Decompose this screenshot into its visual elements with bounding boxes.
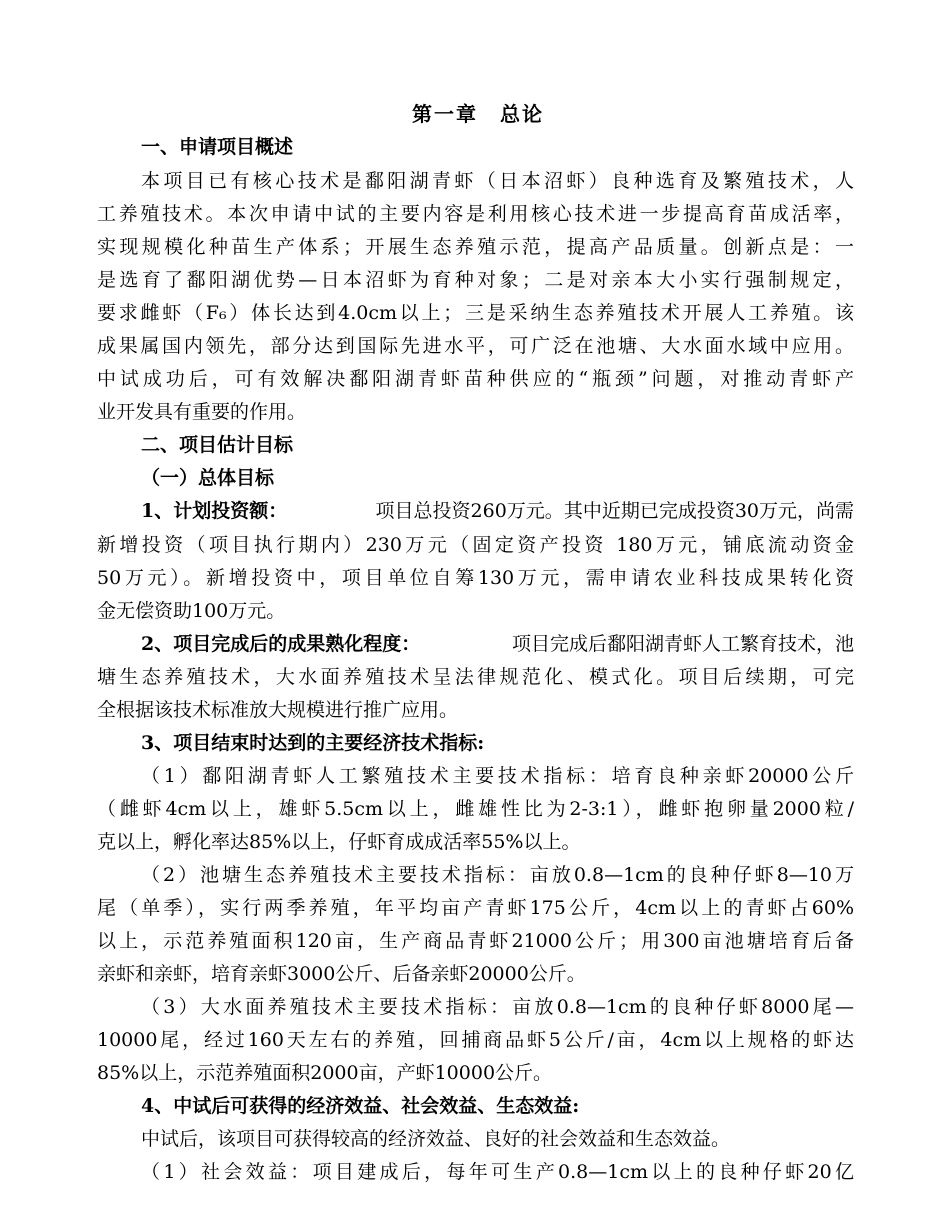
paragraph-line: 塘生态养殖技术，大水面养殖技术呈法律规范化、模式化。项目后续期，可完 [97,666,854,688]
paragraph-line: （雌虾4cm以上，雄虾5.5cm以上，雌雄性比为2-3:1），雌虾抱卵量2000粒/ [97,798,854,820]
paragraph-line: 尾（单季），实行两季养殖，年平均亩产青虾175公斤，4cm以上的青虾占60% [97,897,854,919]
paragraph-line: 金无偿资助100万元。 [97,600,286,622]
paragraph-line: 85%以上，示范养殖面积2000亩，产虾10000公斤。 [97,1062,553,1084]
paragraph-line: 中试后，该项目可获得较高的经济效益、良好的社会效益和生态效益。 [141,1128,731,1150]
paragraph-line: 实现规模化种苗生产体系；开展生态养殖示范，提高产品质量。创新点是：一 [97,236,854,258]
item-lead-maturity: 2、项目完成后的成果熟化程度： [141,633,421,655]
paragraph-line: （1）社会效益：项目建成后，每年可生产0.8—1cm以上的良种仔虾20亿 [141,1161,854,1183]
paragraph-line: 本项目已有核心技术是鄱阳湖青虾（日本沼虾）良种选育及繁殖技术，人 [141,170,854,192]
chapter-title: 第一章 总论 [412,102,544,126]
paragraph-line: （3）大水面养殖技术主要技术指标：亩放0.8—1cm的良种仔虾8000尾— [141,996,854,1018]
heading-overall-goal: （一）总体目标 [141,467,275,489]
item-text: 项目总投资260万元。其中近期已完成投资30万元，尚需 [375,500,854,522]
item-lead-investment: 1、计划投资额： [141,500,288,522]
paragraph-line: 亲虾和亲虾，培育亲虾3000公斤、后备亲虾20000公斤。 [97,963,586,985]
paragraph-line: 是选育了鄱阳湖优势—日本沼虾为育种对象；二是对亲本大小实行强制规定， [97,269,854,291]
heading-indicators: 3、项目结束时达到的主要经济技术指标: [141,732,485,754]
paragraph-line: 全根据该技术标准放大规模进行推广应用。 [97,699,459,721]
paragraph-line: 成果属国内领先，部分达到国际先进水平，可广泛在池塘、大水面水域中应用。 [97,335,854,357]
paragraph-line: 业开发具有重要的作用。 [97,401,307,423]
paragraph-line: 10000尾，经过160天左右的养殖，回捕商品虾5公斤/亩，4cm以上规格的虾达 [97,1029,854,1051]
paragraph-line: 工养殖技术。本次申请中试的主要内容是利用核心技术进一步提高育苗成活率， [97,203,854,225]
paragraph-line: 要求雌虾（F₆）体长达到4.0cm以上；三是采纳生态养殖技术开展人工养殖。该 [97,302,854,324]
paragraph-line [141,498,854,524]
paragraph-line: 新增投资（项目执行期内）230万元（固定资产投资 180万元，铺底流动资金 [97,534,854,556]
paragraph-line: 中试成功后，可有效解决鄱阳湖青虾苗种供应的“瓶颈”问题，对推动青虾产 [97,368,854,390]
paragraph-line: （2）池塘生态养殖技术主要技术指标：亩放0.8—1cm的良种仔虾8—10万 [141,864,854,886]
heading-2: 二、项目估计目标 [141,434,294,456]
paragraph-line: 以上，示范养殖面积120亩，生产商品青虾21000公斤；用300亩池塘培育后备 [97,930,854,952]
heading-1: 一、申请项目概述 [141,136,294,158]
paragraph-line [141,631,854,657]
heading-benefits: 4、中试后可获得的经济效益、社会效益、生态效益: [141,1095,580,1117]
item-text: 项目完成后鄱阳湖青虾人工繁育技术，池 [511,633,854,655]
paragraph-line: 克以上，孵化率达85%以上，仔虾育成成活率55%以上。 [97,831,581,853]
paragraph-line: （1）鄱阳湖青虾人工繁殖技术主要技术指标：培育良种亲虾20000公斤 [141,765,854,787]
paragraph-line: 50万元）。新增投资中，项目单位自筹130万元，需申请农业科技成果转化资 [97,567,854,589]
